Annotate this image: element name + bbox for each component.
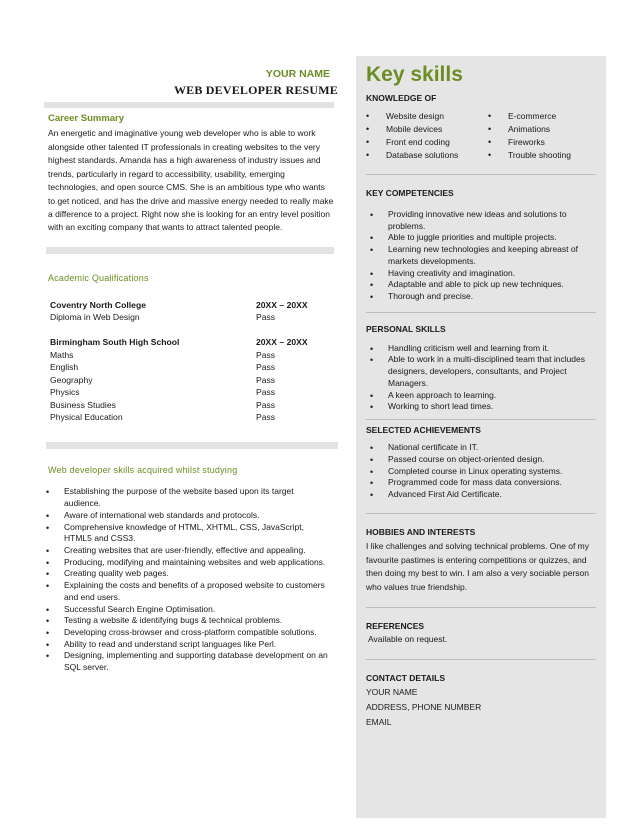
key-skills-panel: [356, 56, 606, 818]
knowledge-item: • Mobile devices: [366, 123, 488, 136]
study-skill-item: • Developing cross-browser and cross-platform compatible solutions.: [42, 627, 330, 639]
left-column: [42, 62, 338, 674]
school-row: [50, 299, 326, 311]
section-rule: [366, 607, 596, 608]
section-rule: [366, 312, 596, 313]
study-skill-item: • Ability to read and understand script languages like Perl.: [42, 639, 330, 651]
course-result: Pass: [256, 312, 276, 323]
section-rule: [366, 419, 596, 420]
personal-heading: PERSONAL SKILLS: [366, 323, 446, 334]
competency-item: • Thorough and precise.: [366, 291, 596, 303]
knowledge-item: • Trouble shooting: [488, 149, 598, 162]
course-result: Pass: [256, 387, 276, 398]
achievements-list: [366, 442, 596, 501]
section-rule: [366, 174, 596, 175]
course-result: Pass: [256, 349, 276, 360]
achievement-item: • Passed course on object-oriented design.: [366, 454, 596, 466]
knowledge-item: • Website design: [366, 110, 488, 123]
personal-skill-item: • Handling criticism well and learning from it.: [366, 343, 596, 355]
study-skill-item: • Testing a website & identifying bugs & technical problems.: [42, 615, 330, 627]
study-skills-list: [42, 486, 330, 674]
course-result: Pass: [256, 399, 276, 410]
achievement-item: • Programmed code for mass data conversions.: [366, 477, 596, 489]
course-subject: Diploma in Web Design: [50, 312, 140, 323]
competencies-heading: KEY COMPETENCIES: [366, 187, 454, 198]
course-subject: Business Studies: [50, 399, 116, 410]
competency-item: • Providing innovative new ideas and solutions to problems.: [366, 209, 596, 232]
competency-item: • Able to juggle priorities and multiple projects.: [366, 232, 596, 244]
knowledge-list: [366, 110, 596, 162]
course-subject: Maths: [50, 349, 74, 360]
section-divider: [46, 442, 338, 449]
course-row: [50, 374, 326, 386]
knowledge-heading: KNOWLEDGE OF: [366, 93, 437, 104]
contact-name: YOUR NAME: [366, 686, 418, 697]
key-skills-heading: Key skills: [366, 63, 463, 86]
section-divider: [46, 247, 334, 254]
career-summary-text: An energetic and imaginative young web developer who is able to work alongside other talented IT professionals in creating websites to the very highest standards. Amanda has a high awareness of industry issues and trends, particularly in regard to accessibility, usability, emerging technologies, and open source CMS. She is an ambitious type who wants to get noticed, and has the drive and massive energy needed to really make a difference to a project. Right now she is looking for an entry level position with an exciting company that wants to attract talented people.: [48, 128, 334, 233]
course-subject: English: [50, 362, 79, 373]
contact-email: EMAIL: [366, 716, 392, 727]
academic-heading: Academic Qualifications: [48, 272, 149, 283]
school-name: Birmingham South High School: [50, 337, 180, 348]
achievement-item: • National certificate in IT.: [366, 442, 596, 454]
study-skill-item: • Explaining the costs and benefits of a proposed website to customers and end users.: [42, 580, 330, 603]
achievement-item: • Completed course in Linux operating systems.: [366, 466, 596, 478]
course-row: [50, 386, 326, 398]
resume-title: WEB DEVELOPER RESUME: [173, 82, 338, 97]
course-row: [50, 399, 326, 411]
competencies-list: [366, 209, 596, 303]
knowledge-item: • Database solutions: [366, 149, 488, 162]
study-skill-item: • Creating websites that are user-friendly, effective and appealing.: [42, 545, 330, 557]
study-skill-item: • Comprehensive knowledge of HTML, XHTML, CSS, JavaScript, HTML5 and CSS3.: [42, 522, 330, 545]
achievements-heading: SELECTED ACHIEVEMENTS: [366, 425, 481, 436]
contact-address: ADDRESS, PHONE NUMBER: [366, 701, 482, 712]
course-subject: Physics: [50, 387, 80, 398]
course-subject: Physical Education: [50, 412, 123, 423]
competency-item: • Having creativity and imagination.: [366, 268, 596, 280]
study-skill-item: • Aware of international web standards and protocols.: [42, 510, 330, 522]
references-text: Available on request.: [368, 633, 448, 644]
contact-heading: CONTACT DETAILS: [366, 672, 446, 683]
section-rule: [366, 513, 596, 514]
school-name: Coventry North College: [50, 299, 146, 310]
school-dates: 20XX – 20XX: [256, 337, 308, 348]
title-divider: [44, 102, 334, 108]
knowledge-item: • Front end coding: [366, 136, 488, 149]
hobbies-text: I like challenges and solving technical problems. One of my favourite pastimes is entering competitions or quizzes, and then doing my best to win. I am also a very sociable person who values true friendship.: [366, 540, 590, 593]
personal-skill-item: • Working to short lead times.: [366, 401, 596, 413]
school-dates: 20XX – 20XX: [256, 299, 308, 310]
study-skill-item: • Successful Search Engine Optimisation.: [42, 604, 330, 616]
references-heading: REFERENCES: [366, 620, 425, 631]
competency-item: • Adaptable and able to pick up new techniques.: [366, 279, 596, 291]
achievement-item: • Advanced First Aid Certificate.: [366, 489, 596, 501]
qualifications-table: [50, 299, 326, 424]
personal-skill-item: • Able to work in a multi-disciplined team that includes designers, developers, consultants, and Project Managers.: [366, 354, 596, 389]
resume-name: YOUR NAME: [265, 68, 330, 80]
career-summary-heading: Career Summary: [48, 112, 125, 124]
study-skill-item: • Establishing the purpose of the website based upon its target audience.: [42, 486, 330, 509]
personal-skills-list: [366, 343, 596, 413]
table-spacer: [50, 323, 326, 336]
study-skill-item: • Designing, implementing and supporting database development on an SQL server.: [42, 650, 330, 673]
knowledge-item: • Fireworks: [488, 136, 598, 149]
study-skill-item: • Creating quality web pages.: [42, 568, 330, 580]
personal-skill-item: • A keen approach to learning.: [366, 390, 596, 402]
course-result: Pass: [256, 374, 276, 385]
course-result: Pass: [256, 362, 276, 373]
course-subject: Geography: [50, 374, 93, 385]
course-row: [50, 411, 326, 423]
competency-item: • Learning new technologies and keeping abreast of markets developments.: [366, 244, 596, 267]
course-row: [50, 361, 326, 373]
study-skills-heading: Web developer skills acquired whilst studying: [48, 464, 238, 475]
knowledge-item: • Animations: [488, 123, 598, 136]
course-row: [50, 349, 326, 361]
study-skill-item: • Producing, modifying and maintaining websites and web applications.: [42, 557, 330, 569]
hobbies-heading: HOBBIES AND INTERESTS: [366, 526, 476, 537]
school-row: [50, 336, 326, 348]
course-result: Pass: [256, 412, 276, 423]
section-rule: [366, 659, 596, 660]
knowledge-item: • E-commerce: [488, 110, 598, 123]
course-row: [50, 311, 326, 323]
